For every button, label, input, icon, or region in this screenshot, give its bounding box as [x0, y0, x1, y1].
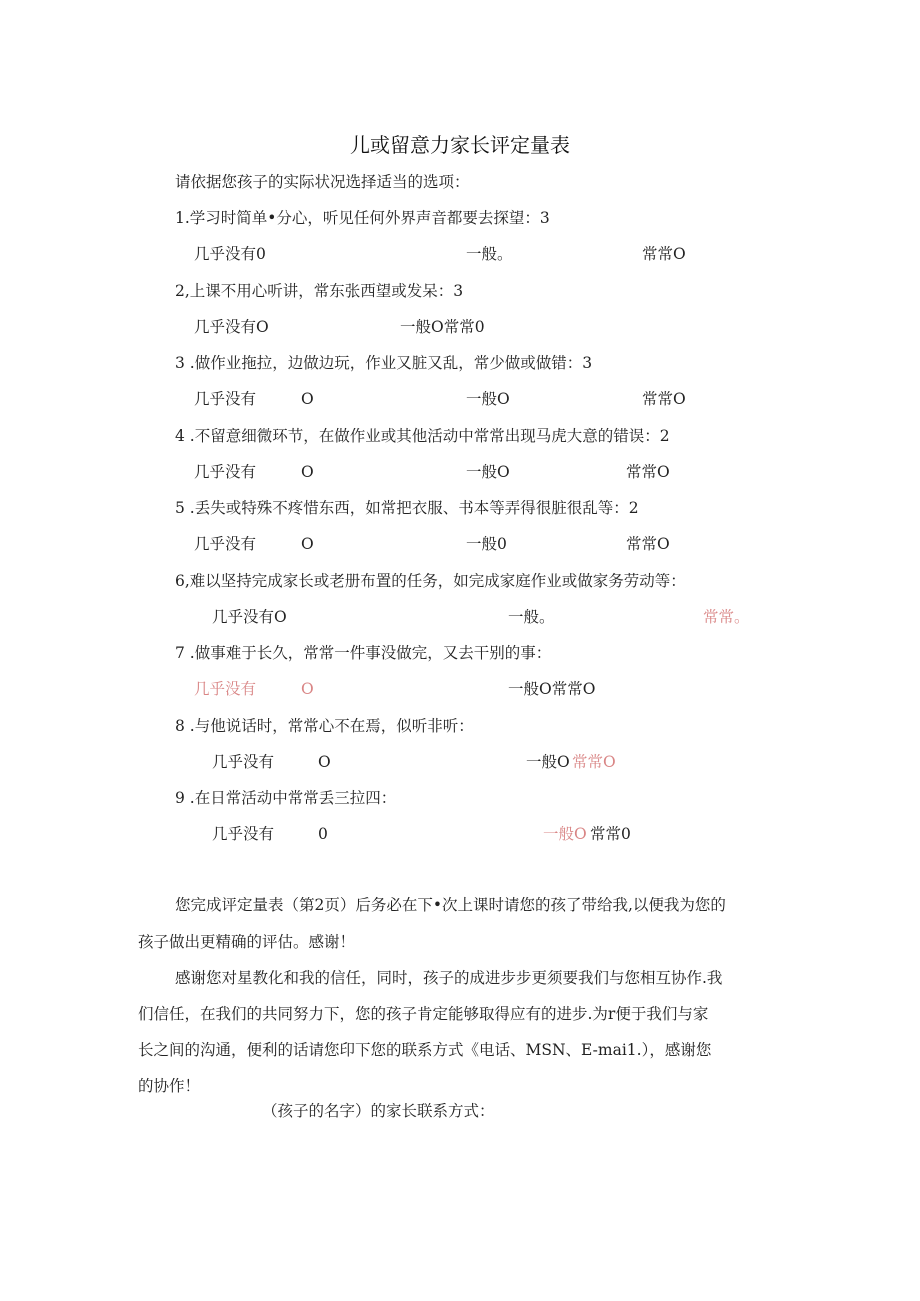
q8-option-rarely-mark[interactable]: O [318, 753, 331, 771]
q4-option-rarely-mark[interactable]: O [301, 463, 314, 481]
paragraph-2-line-1: 感谢您对星教化和我的信任，同时，孩子的成进步步更须要我们与您相互协作.我 [175, 969, 723, 987]
question-5: 5 .丢失或特殊不疼惜东西，如常把衣服、书本等弄得很脏很乱等：2 [175, 499, 639, 517]
q8-option-often-selected[interactable]: 常常O [572, 753, 616, 771]
q5-option-sometimes[interactable]: 一般0 [466, 535, 507, 553]
q3-option-sometimes[interactable]: 一般O [466, 390, 510, 408]
q8-option-sometimes[interactable]: 一般O [526, 753, 570, 771]
q3-option-rarely[interactable]: 几乎没有 [194, 390, 257, 408]
q9-option-rarely-mark[interactable]: 0 [318, 825, 328, 843]
q4-option-sometimes[interactable]: 一般O [466, 463, 510, 481]
q7-option-rarely-selected[interactable]: 几乎没有 [194, 680, 257, 698]
q1-option-often[interactable]: 常常O [642, 245, 686, 263]
q2-option-sometimes-often[interactable]: 一般O常常0 [400, 318, 485, 336]
question-8: 8 .与他说话时，常常心不在焉，似听非听： [175, 717, 474, 735]
paragraph-2-line-2: 们信任，在我们的共同努力下，您的孩子肯定能够取得应有的进步.为r便于我们与家 [138, 1005, 709, 1023]
q4-option-often[interactable]: 常常O [626, 463, 670, 481]
paragraph-2-line-4: 的协作！ [138, 1077, 201, 1095]
q5-option-rarely-mark[interactable]: O [301, 535, 314, 553]
question-9: 9 .在日常活动中常常丢三拉四： [175, 789, 397, 807]
q6-option-sometimes[interactable]: 一般。 [508, 608, 555, 626]
q1-option-sometimes[interactable]: 一般。 [466, 245, 513, 263]
q7-option-rarely-mark[interactable]: O [301, 680, 314, 698]
question-6: 6,难以坚持完成家长或老册布置的任务，如完成家庭作业或做家务劳动等： [175, 572, 686, 590]
question-3: 3 .做作业拖拉，边做边玩，作业又脏又乱，常少做或做错：3 [175, 354, 593, 372]
q5-option-often[interactable]: 常常O [626, 535, 670, 553]
q9-option-sometimes-selected[interactable]: 一般O [543, 825, 587, 843]
q7-option-sometimes-often[interactable]: 一般O常常O [508, 680, 596, 698]
page-title: 儿或留意力家长评定量表 [350, 133, 570, 157]
paragraph-1-line-2: 孩子做出更精确的评估。感谢！ [138, 933, 356, 951]
q5-option-rarely[interactable]: 几乎没有 [194, 535, 257, 553]
q9-option-often[interactable]: 常常0 [590, 825, 631, 843]
q6-option-often-selected[interactable]: 常常。 [703, 608, 750, 626]
q9-option-rarely[interactable]: 几乎没有 [212, 825, 275, 843]
question-7: 7 .做事难于长久，常常一件事没做完，又去干别的事： [175, 644, 552, 662]
intro-text: 请依据您孩子的实际状况选择适当的选项： [175, 173, 470, 191]
contact-label: （孩子的名字）的家长联系方式： [262, 1102, 495, 1120]
q2-option-rarely[interactable]: 几乎没有O [194, 318, 269, 336]
q3-option-rarely-mark[interactable]: O [301, 390, 314, 408]
q4-option-rarely[interactable]: 几乎没有 [194, 463, 257, 481]
q8-option-rarely[interactable]: 几乎没有 [212, 753, 275, 771]
question-4: 4 .不留意细微环节，在做作业或其他活动中常常出现马虎大意的错误：2 [175, 427, 670, 445]
q6-option-rarely[interactable]: 几乎没有O [212, 608, 287, 626]
q3-option-often[interactable]: 常常O [642, 390, 686, 408]
q1-option-rarely[interactable]: 几乎没有0 [194, 245, 266, 263]
question-1: 1.学习时简单•分心，听见任何外界声音都要去探望：3 [175, 209, 550, 227]
question-2: 2,上课不用心听讲，常东张西望或发呆：3 [175, 282, 464, 300]
paragraph-2-line-3: 长之间的沟通，便利的话请您印下您的联系方式《电话、MSN、E-mai1.），感谢您 [138, 1041, 712, 1059]
paragraph-1-line-1: 您完成评定量表（第2页）后务必在下•次上课时请您的孩了带给我,以便我为您的 [175, 896, 726, 914]
